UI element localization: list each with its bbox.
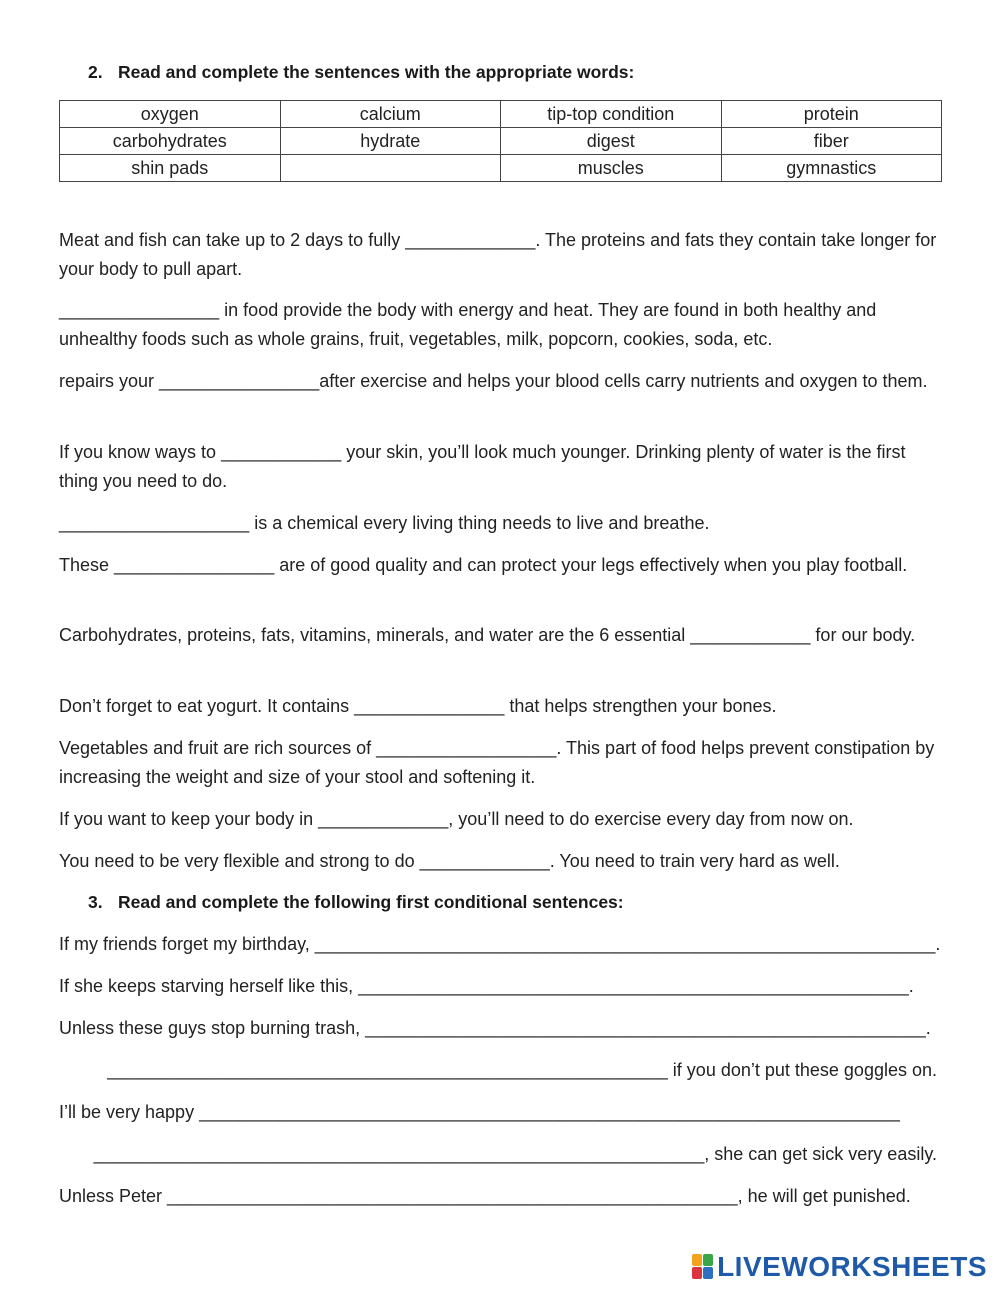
conditional-sentence-6[interactable]: _____________________________________________________________, she can get sick very easily. (93, 1144, 937, 1164)
conditional-sentence-3[interactable]: Unless these guys stop burning trash, ________________________________________________________. (59, 1018, 931, 1038)
fill-sentence-11[interactable]: You need to be very flexible and strong to do _____________. You need to train very hard as well. (59, 851, 840, 871)
word-bank-cell: oxygen (60, 101, 281, 128)
section-3-number: 3. (88, 892, 103, 912)
liveworksheets-logo-icon (692, 1254, 714, 1280)
fill-sentence-7[interactable]: Carbohydrates, proteins, fats, vitamins, minerals, and water are the 6 essential ____________ for our body. (59, 625, 916, 645)
conditional-sentence-5[interactable]: I’ll be very happy ______________________________________________________________________ (59, 1102, 900, 1122)
fill-sentence-2[interactable]: ________________ in food provide the body with energy and heat. They are found in both healthy and unhealthy foods such as whole grains, fruit, vegetables, milk, popcorn, cookies, soda, etc. (59, 300, 877, 349)
word-bank-cell: calcium (280, 101, 501, 128)
word-bank-table (59, 100, 942, 182)
word-bank-cell: hydrate (280, 128, 501, 155)
word-bank-cell: carbohydrates (60, 128, 281, 155)
fill-sentence-8[interactable]: Don’t forget to eat yogurt. It contains _______________ that helps strengthen your bones. (59, 696, 777, 716)
fill-sentence-6[interactable]: These ________________ are of good quality and can protect your legs effectively when you play football. (59, 555, 908, 575)
conditional-sentence-1[interactable]: If my friends forget my birthday, ______________________________________________________________. (59, 934, 941, 954)
fill-sentence-1[interactable]: Meat and fish can take up to 2 days to fully _____________. The proteins and fats they contain take longer for your body to pull apart. (59, 230, 937, 279)
section-3-title: Read and complete the following first conditional sentences: (118, 892, 624, 912)
word-bank-cell: muscles (501, 155, 722, 182)
fill-sentence-5[interactable]: ___________________ is a chemical every living thing needs to live and breathe. (59, 513, 710, 533)
word-bank-cell: protein (721, 101, 942, 128)
fill-sentence-9[interactable]: Vegetables and fruit are rich sources of __________________. This part of food helps prevent constipation by increasing the weight and size of your stool and softening it. (59, 738, 935, 787)
word-bank-row (60, 128, 942, 155)
section-3-heading (88, 892, 624, 913)
word-bank-row (60, 101, 942, 128)
fill-sentence-3[interactable]: repairs your ________________after exercise and helps your blood cells carry nutrients and oxygen to them. (59, 371, 928, 391)
section-2-heading (88, 62, 634, 83)
word-bank-cell: shin pads (60, 155, 281, 182)
liveworksheets-logo-text: LIVEWORKSHEETS (717, 1251, 987, 1282)
section-2-number: 2. (88, 62, 103, 82)
word-bank-row (60, 155, 942, 182)
conditional-sentence-4[interactable]: ________________________________________________________ if you don’t put these goggles on. (107, 1060, 937, 1080)
conditional-sentence-7[interactable]: Unless Peter _________________________________________________________, he will get punished. (59, 1186, 911, 1206)
liveworksheets-logo (692, 1251, 987, 1283)
word-bank-cell: digest (501, 128, 722, 155)
word-bank-cell: tip-top condition (501, 101, 722, 128)
word-bank-cell: fiber (721, 128, 942, 155)
section-2-title: Read and complete the sentences with the appropriate words: (118, 62, 635, 82)
word-bank-cell-empty (280, 155, 501, 182)
fill-sentence-4[interactable]: If you know ways to ____________ your skin, you’ll look much younger. Drinking plenty of water is the first thing you need to do. (59, 442, 906, 491)
word-bank-cell: gymnastics (721, 155, 942, 182)
conditional-sentence-2[interactable]: If she keeps starving herself like this, _______________________________________________________. (59, 976, 914, 996)
fill-sentence-10[interactable]: If you want to keep your body in _____________, you’ll need to do exercise every day from now on. (59, 809, 854, 829)
